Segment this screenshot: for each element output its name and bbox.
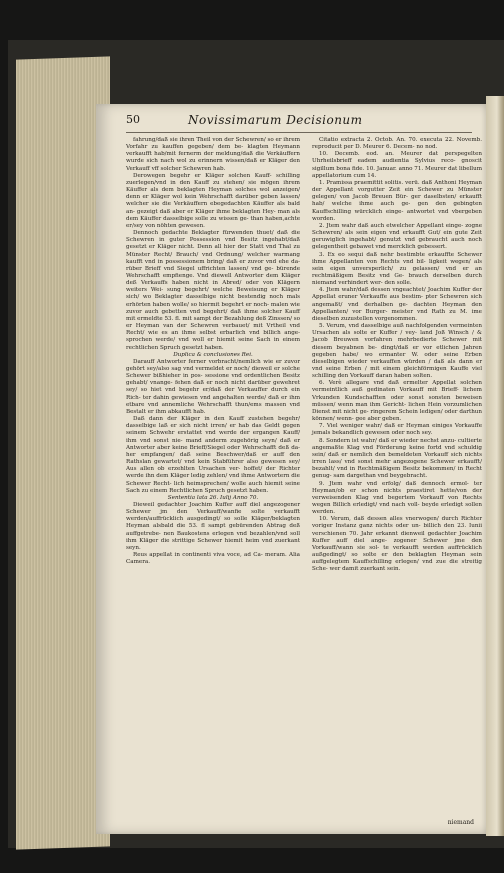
section-heading: Sententia lata 26. Iulij Anno 70. xyxy=(167,494,259,501)
paragraph: Citatio extracta 2. Octob. An. 70. executa 22. Novemb. reproducit per D. Meurer 6. Decem- no nod. xyxy=(312,137,482,151)
header-rule xyxy=(126,132,472,133)
paragraph: 1. Pramissa praemittit solitis. verü. daß Anthoni Heyman der Appellant vorgutter Zeit ein Schewer zu Münster gelegen/ von Jacob Breuen Bür- ger daselbsten/ erkaufft hab/ welche ihme auch ge- gen den gebingten Kauffschilling würcklich einge- antwortet vnd vbergeben worden. xyxy=(312,179,482,222)
right-column xyxy=(312,137,482,574)
paragraph: Dieweil gedachter Joachim Kuffer auff diel angezogener Schewer jm den Verkauff/wanfie solte verkaufft werden/auffrücklich ausgedingt/ so solle Kläger/beklagten Heyman alsbald die 53. fl sampt gebürenden Abtrag deß auffgetrebe- nen Baukostens erlegen vnd bezahlen/vnd soll ihm Kläger die strittige Schewer hiemit heim vnd zuerkant seyn. xyxy=(126,501,300,551)
page-number: 50 xyxy=(126,113,140,126)
book-right-edge xyxy=(486,96,504,836)
paragraph: 2. Jtem wahr daß auch etwelcher Appellant einge- zogne Schewren/ als sein eigen vnd erkaufft Gut/ ein gute Zeit geruwiglich ingehabt/ genutzt vnd gebraucht auch noch gelegentheit gebawet vnd mercklich gebessert. xyxy=(312,222,482,251)
catchword: niemand xyxy=(447,819,474,826)
paragraph: 5. Verum, vnd dasselbige auß nachfolgenden vermeinten Ursachen als solte er Kuffer / vey- land Joß Winsch / & Jacob Breuwen vorfahren mehrbedierte Schewer mit diesem beyabnen be- dingt/daß er vor etlichen Jahren gegeben habe/ wo ermanter W. oder seine Erben dieselbigen wieder verkauffen würden / daß als dann er vnd seine Erben / mit einem gleichförmigen Kauffe viel schilling den Vorkauff daran haben solten. xyxy=(312,323,482,380)
paragraph: 8. Sondern ist wahr/ daß er wieder nechst anzu- cultierte angemaßte Klag vnd Förderung keine fortd vnd schuldig sein/ daß er nemlich den bemeldeten Vorkauff sich nichts irren lass/ vnd sonst mehr angezogene Schewer erkaufft/ bezahlt/ vnd in Rechtmäßigem Besitz bekommen/ in Recht genug- sam dargethan vnd beygebracht. xyxy=(312,437,482,480)
paragraph: 7. Viel weniger wahr/ daß er Heyman einiges Vorkauffe jemals bekandlich gewesen oder noch sey. xyxy=(312,423,482,437)
page-header xyxy=(126,113,476,131)
paragraph: 4. Jtem wahr/daß dessen vngeachtet/ Joachim Kuffer der Appellat eruner Verkauffe aus bestim- pter Schewren sich angemaßt/ vnd derhalben ge- dachten Heyman den Appellanten/ vor Burger- meister vnd Rath zu M. ime dieselben zuzustellen vorgenommen. xyxy=(312,287,482,322)
left-column xyxy=(126,137,300,566)
running-title: Novissimarum Decisionum xyxy=(188,113,363,127)
paragraph: 10. Decemb. eod. an. Meurer dat perspegelten Uhrheilsbrieff eadem audientia Sylvius reco- gnoscit sigillum bona fide. 10. Januar. anno 71. Meurer dat libellum appellatorium cum 14. xyxy=(312,151,482,179)
paragraph: Reus appellat in continenti viva voce, ad Ca- meram. Alia Camera. xyxy=(126,552,300,566)
paragraph: Daß dann der Kläger in den Kauff zustehen begehr/ dasselbige laß er sich nicht irren/ er hab das Geldt gegen seinem Schwehr erstattet vnd werde der ergangen Kauff/ ihm vnd sonst nie- mand anderm zugehörig seyn/ daß er Antworter aber keine Brieff/Siegel oder Wehrschafft deß da- her empfangen/ daß seine Beschwer/daß er auff den Rathslan gewartet/ vnd kein Stabführer also gewesen sey/ Aus allen ob erzehlten Ursachen ver- hoffet/ der Richter werde ihn dem Kläger ledig zehlen/ vnd ihme Antwortern die Schewer Recht- lich heimsprechen/ wolle auch hiemit seine Sach zu einem Rechtlichen Spruch gesetzt haben. xyxy=(126,416,300,494)
paragraph: 10. Verum, daß dessen alles vnerwogen/ durch Richter voriger Instanz ganz nichts oder un- billich den 23. Iunii verschienen 70. Jahr erkannt dienweil gedachter Joachim Kuffer auff diel ange- zogener Schewer jme den Vorkauff/wann sie sol- te verkaufft werden auffrücklich außgedingt/ so solte er den beklagten Heyman sein auffgelegtem Kauffschilling erlegen/ vnd zue die streitig Sche- wer damit zuerkant sein. xyxy=(312,516,482,573)
paragraph: Darauff Antworter ferner vorbracht/nemlich wie er zuvor gehört sey/also sag vnd vermeldet er noch/ dieweil er solche Schewer bißhieher in pos- sessione vnd ordentlichen Besitz gehabt/ vnange- fehen daß er noch nicht darüber gewehret sey/ so hiet vnd begehr er/daß der Verkauffer durch ein Rich- ter dahin gewiesen vnd angehalten werde/ daß er ihm etbare vnd annemliche Wehrschafft thun/ems massen vnd Bestalt er ihm abkaufft hab. xyxy=(126,358,300,415)
book-page xyxy=(96,104,486,834)
paragraph: 3. Ex eo sequi daß nehr bestimbte erkauffte Schewer ihme Appellanten von Rechts vnd bil- ligkeit wegen/ als sein eigen unversperlich/ zu gelassen/ vnd er an rechtmäßigem Besitz vnd Ge- brauch derselben durch niemand verhindert wer- den solle. xyxy=(312,251,482,287)
paragraph: fahrung/daß sie ihren Theil von der Schewren/ so er ihrem Vorfahr zu kauffen gegeben/ dem be- klagten Heymann verkaufft hab/mit fernerm der meldung/daß die Verkäuffern wurde sich nach wol zu erinnern wissen/daß er Kläger den Verkauff vff solcher Schewren hab. xyxy=(126,137,300,172)
paragraph: 9. Jtem wahr vnd erfolg/ daß dennoch ermol- ter Heyman/ob er schon nichts praestiret hette/von der verweisenden Klag vnd begertem Vorkauff von Rechts wegen Billich erledigt/ vnd nach voll- beyde erledigt sollen werden. xyxy=(312,480,482,516)
paragraph: Dennoch gedachte Beklagter fürwenden thuet/ daß die Schewren in guter Possession vnd Besitz ingehabt/daß gesetzt er Kläger nicht. Denn all hier der Statt vnd Thal zu Münster Recht/ Brauch/ vnd Ordnung/ welcher warmang kaufft vnd in possessionem bring/ daß er zuvor vnd ehe da- rüber Brieff vnd Siegel uffrichten lassen/ vnd ge- bürende Wehrschafft empfienge. Vnd diewell Antworter dem Kläger deß Verkauffs haben nicht in Abred/ oder von Klägern weiters Wei- sung begehrt/ welche Beweisung er Kläger sich/ wo Beklagter dasselbige nicht bestendig noch mals erhörten haben wolle/ so hiermit begehrt er noch- malen wie zuvor auch gebetten vnd begehrt/ daß ihme solcher Kauff mit ermeldte 53. fl. mit sampt der Bezahlung deß Zinssen/ so er Heyman van der Schewren verbauet/ mit Vrtheil vnd Recht/ wie es an ihme selbst erbarlich vnd billich ange- sprochen werde/ vnd woll er hiemit seine Sach in einem rechtlichen Spruch gesetzt haben. xyxy=(126,230,300,351)
paragraph: 6. Verè allegare vnd daß ermelter Appellat solchen vermeintlich auß gedinaten Vorkauff mit Brieff- lichem Vrkunden Kundschafften oder sonst sonsten beweisen müssen/ wenn man ihm Gericht- lichen Hein vorzumlichen Dienst mit nicht ge- ringerem Schein ledigen/ oder darthun können/ wenn- gee aber geben. xyxy=(312,380,482,423)
paragraph: Derowegen begehr er Kläger solchen Kauff- schilling zuerlegen/vnd in den Kauff zu stehen/ sie mögen ihrem Käuffer als dem beklagten Heyman solches wol anzeigen/ denn er Kläger wol kein Wehrschafft darüber geben lassen/ welcher sie die Verkäuffern ebegedachten Käuffer als bald an- gezeigt daß aber er Kläger ihme beklagten Hey- man als dem Käuffer dasselbige solle zu wissen ge- than haben,achte er/sey von nöhten gewesen. xyxy=(126,172,300,229)
section-heading: Duplica & conclusiones Rei. xyxy=(173,351,253,358)
